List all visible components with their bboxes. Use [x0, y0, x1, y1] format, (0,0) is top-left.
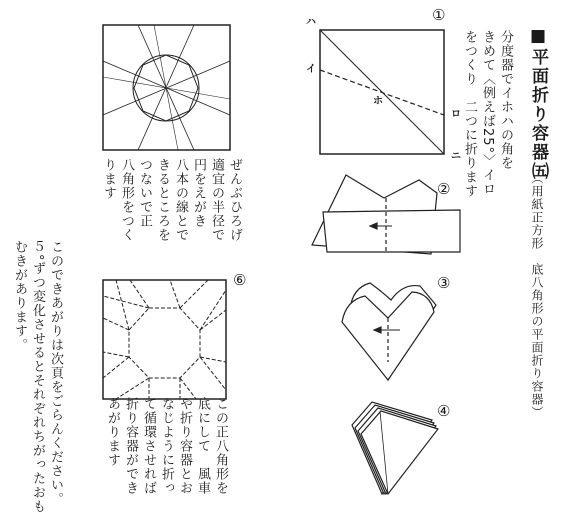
- page-subtitle: （用紙正方形 底八角形の平面折り容器）: [530, 172, 544, 419]
- next-page-note: このできあがりは次頁をごらんください。 ５°ずつ変化させるとそれぞれちがったおも むきがあります。: [12, 240, 63, 514]
- label-ho: ホ: [373, 96, 383, 107]
- step-number-3: ③: [437, 274, 451, 292]
- label-ha: ハ: [306, 17, 316, 28]
- step-number-4: ④: [437, 402, 451, 420]
- crease-lines: [103, 280, 226, 399]
- final-instructions: この正八角形を 底にして 風車 や折り容器とお なじように折っ て循環させれば 折り容器ができ あがります: [105, 397, 228, 495]
- step-number-1: ①: [432, 6, 446, 24]
- step1-instructions: 分度器でイホハの角を きめて〈例えば25°〉イロ をつくり 二つに折ります: [462, 30, 513, 198]
- label-ni: ニ: [451, 151, 461, 162]
- octagon-outline: [129, 308, 200, 378]
- label-i: イ: [306, 64, 316, 75]
- octagon-instructions: ぜんぶひろげ 適宜の半径で 円をえがき 八本の線とで きるところを つないで正 八角形をつく ります: [101, 158, 242, 242]
- unfolded-paper-square: [103, 280, 226, 399]
- label-ro: ロ: [451, 109, 461, 120]
- step-number-6: ⑥: [233, 271, 247, 289]
- step-number-2: ②: [437, 180, 451, 198]
- page-title: ■平面折り容器㈤: [528, 26, 548, 181]
